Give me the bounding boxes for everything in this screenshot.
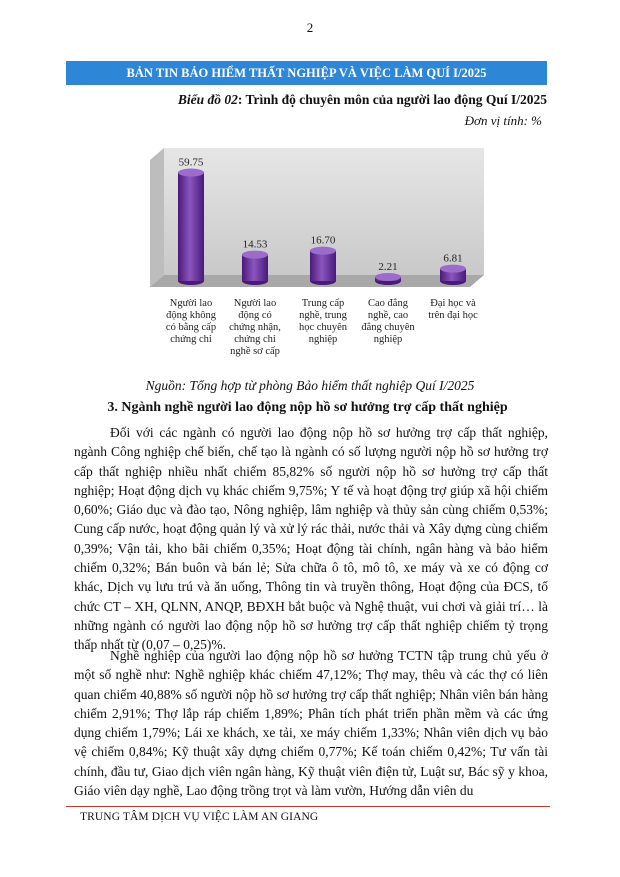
footer-organization: TRUNG TÂM DỊCH VỤ VIỆC LÀM AN GIANG [80,811,319,823]
paragraph-occupations: Nghề nghiệp của người lao động nộp hồ sơ hưởng TCTN tập trung chủ yếu ở một số nghề như: Nghề nghiệp khác chiếm 47,12%; Thợ may, thêu và các thợ có liên quan chiếm 40,88% số người nộp hồ sơ hưởng trợ cấp thất nghiệp; Nhân viên bán hàng chiếm 2,91%; Thợ lắp ráp chiếm 1,89%; Phân tích phát triển phần mềm và các ứng dụng chiếm 1,79%; Lái xe khách, xe tải, xe máy chiếm 1,33%; Nhân viên dịch vụ bảo vệ chiếm 0,84%; Kỹ thuật xây dựng chiếm 0,77%; Kế toán chiếm 0,42%; Tư vấn tài chính, đầu tư, Giao dịch viên ngân hàng, Kỹ thuật viên điện tử, Luật sư, Bác sỹ y khoa, Giáo viên dạy nghề, Lao động trồng trọt và làm vườn, Hướng dẫn viên du [74,648,548,799]
bar-value-label-3: 16.70 [310,234,336,247]
category-label-1: Người lao động không có bằng cấp chứng chỉ [165,298,217,345]
bar-cap-3 [310,247,336,255]
bar-3 [310,247,336,285]
bar-cap-4 [375,273,401,281]
bar-2 [242,251,268,285]
bar-value-label-1: 59.75 [178,156,204,169]
bar-cap-1 [178,169,204,177]
chart-side-wall [150,148,164,287]
category-label-4: Cao đẳng nghề, cao đẳng chuyên nghiệp [361,298,415,345]
bar-cap-5 [440,265,466,273]
paragraph-industries: Đối với các ngành có người lao động nộp hồ sơ hưởng trợ cấp thất nghiệp, ngành Công nghiệp chế biến, chế tạo là ngành có số lượng người nộp hồ sơ hưởng trợ cấp thất nghiệp nhiều nhất chiếm 85,82% số người nộp hồ sơ hưởng trợ cấp thất nghiệp; Hoạt động dịch vụ khác chiếm 9,75%; Y tế và hoạt động trợ giúp xã hội chiếm 0,60%; Giáo dục và đào tạo, Nông nghiệp, lâm nghiệp và thủy sản cùng chiếm 0,53%; Cung cấp nước, hoạt động quản lý và xử lý rác thải, nước thải và Xây dựng cùng chiếm 0,39%; Vận tải, kho bãi chiếm 0,35%; Hoạt động tài chính, ngân hàng và bảo hiểm chiếm 0,32%; Bán buôn và bán lẻ; Sửa chữa ô tô, mô tô, xe máy và xe có động cơ khác, Dịch vụ lưu trú và ăn uống, Thông tin và truyền thông, Hoạt động của ĐCS, tổ chức CT – XH, QLNN, ANQP, BĐXH bắt buộc và Nghệ thuật, vui chơi và giải trí… là những ngành có người lao động nộp hồ sơ hưởng trợ cấp thất nghiệp chiếm tỷ trọng thấp nhất từ (0,07 – 0,25)%. [74,425,548,653]
footer-divider [66,806,550,807]
category-label-2: Người lao động có chứng nhận, chứng chỉ nghề sơ cấp [229,298,281,357]
bar-4 [375,273,401,285]
chart-title-text: : Trình độ chuyên môn của người lao động Quí I/2025 [237,92,547,107]
chart-title-label: Biểu đồ 02 [177,92,238,107]
bar-1 [178,169,204,285]
newsletter-banner: BẢN TIN BẢO HIỂM THẤT NGHIỆP VÀ VIỆC LÀM QUÍ I/2025 [66,61,547,85]
bar-cap-2 [242,251,268,259]
category-label-3: Trung cấp nghề, trung học chuyên nghiệp [298,298,348,345]
page-number: 2 [306,20,314,35]
unit-label: Đơn vị tính: % [464,113,542,128]
bar-body-1 [178,173,204,281]
bar-value-label-4: 2.21 [378,260,398,273]
bar-value-label-2: 14.53 [242,238,268,251]
section-heading: 3. Ngành nghề người lao động nộp hồ sơ hưởng trợ cấp thất nghiệp [107,400,508,415]
chart-title [100,92,547,108]
qualification-bar-chart [90,128,540,368]
bar-5 [440,265,466,285]
bar-value-label-5: 6.81 [443,252,463,265]
category-label-5: Đại học và trên đại học [428,298,478,321]
bar-body-3 [310,251,336,281]
chart-source: Nguồn: Tổng hợp từ phòng Bảo hiểm thất nghiệp Quí I/2025 [145,378,475,393]
